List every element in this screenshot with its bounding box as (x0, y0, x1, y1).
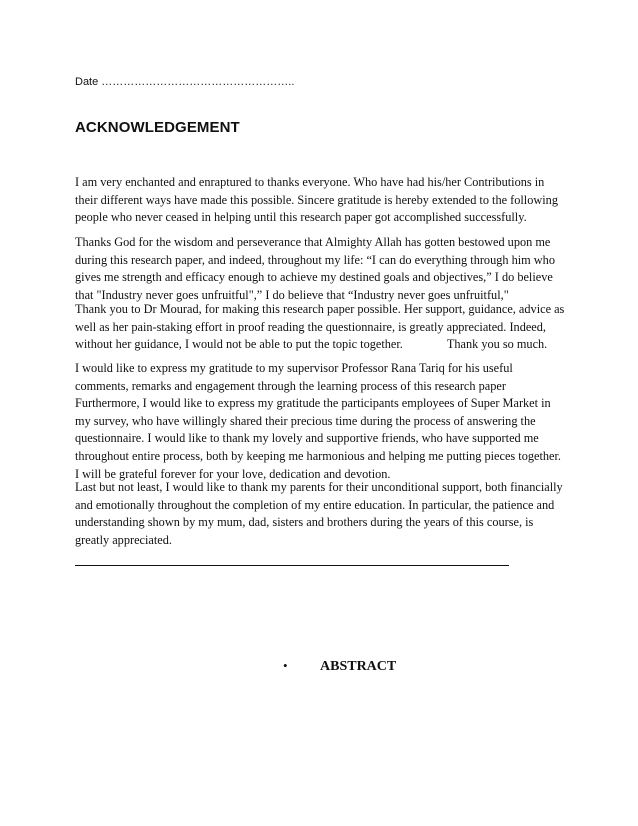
paragraph-parents (75, 479, 563, 549)
horizontal-rule (75, 565, 509, 566)
text-line: I will be grateful forever for your love, dedication and devotion. (75, 466, 391, 481)
text-line: Thanks God for the wisdom and perseverance that Almighty Allah has gotten bestowed upon me (75, 235, 551, 249)
text-line: greatly appreciated. (75, 532, 172, 547)
paragraph-thanks-mourad (75, 301, 565, 354)
text-line: during this research paper, and indeed, throughout my life: “I can do everything through him who (75, 252, 555, 267)
text-line: gives me strength and efficacy enough to achieve my destined goals and objectives,” I do believe (75, 270, 553, 285)
abstract-label: ABSTRACT (320, 659, 397, 674)
text-line: I would like to express my gratitude to my supervisor Professor Rana Tariq for his useful (75, 361, 513, 375)
paragraph-supervisor (75, 360, 561, 483)
text-line: their different ways have made this possible. Sincere gratitude is hereby extended to the following (75, 192, 558, 207)
paragraph-intro (75, 174, 558, 227)
text-line: that "Industry never goes unfruitful",” I do believe that “Industry never goes unfruitful," (75, 287, 509, 302)
abstract-heading (283, 658, 396, 675)
page-title: ACKNOWLEDGEMENT (75, 119, 240, 136)
text-line: people who never ceased in helping until this research paper got accomplished successfully. (75, 210, 527, 225)
bullet-icon: • (283, 658, 288, 673)
text-line: questionnaire. I would like to thank my lovely and supportive friends, who have supported me (75, 431, 539, 446)
text-line: my survey, who have willingly shared their precious time during the process of answering the (75, 413, 536, 428)
text-line: and emotionally throughout the completion of my entire education. In particular, the patience and (75, 497, 555, 512)
text-line: throughout entire process, both by keeping me harmonious and helping me putting pieces together. (75, 448, 561, 463)
date-line: Date …………………………………………….. (75, 76, 295, 88)
text-line: well as her pain-staking effort in proof reading the questionnaire, is greatly appreciated. Indeed, (75, 319, 546, 334)
text-line: Last but not least, I would like to thank my parents for their unconditional support, both financially (75, 480, 563, 494)
text-segment: without her guidance, I would not be able to put the topic together. (75, 337, 403, 352)
text-line: Furthermore, I would like to express my gratitude the participants employees of Super Market in (75, 396, 551, 411)
text-line: understanding shown by my mum, dad, sisters and brothers during the years of this course, is (75, 515, 534, 530)
paragraph-thanks-god (75, 234, 555, 304)
text-line: I am very enchanted and enraptured to thanks everyone. Who have had his/her Contributions in (75, 175, 545, 189)
text-line (75, 336, 555, 354)
text-line: Thank you to Dr Mourad, for making this research paper possible. Her support, guidance, advice as (75, 302, 565, 316)
text-line: comments, remarks and engagement through the learning process of this research paper (75, 378, 506, 393)
thank-you-text: Thank you so much. (446, 337, 548, 352)
